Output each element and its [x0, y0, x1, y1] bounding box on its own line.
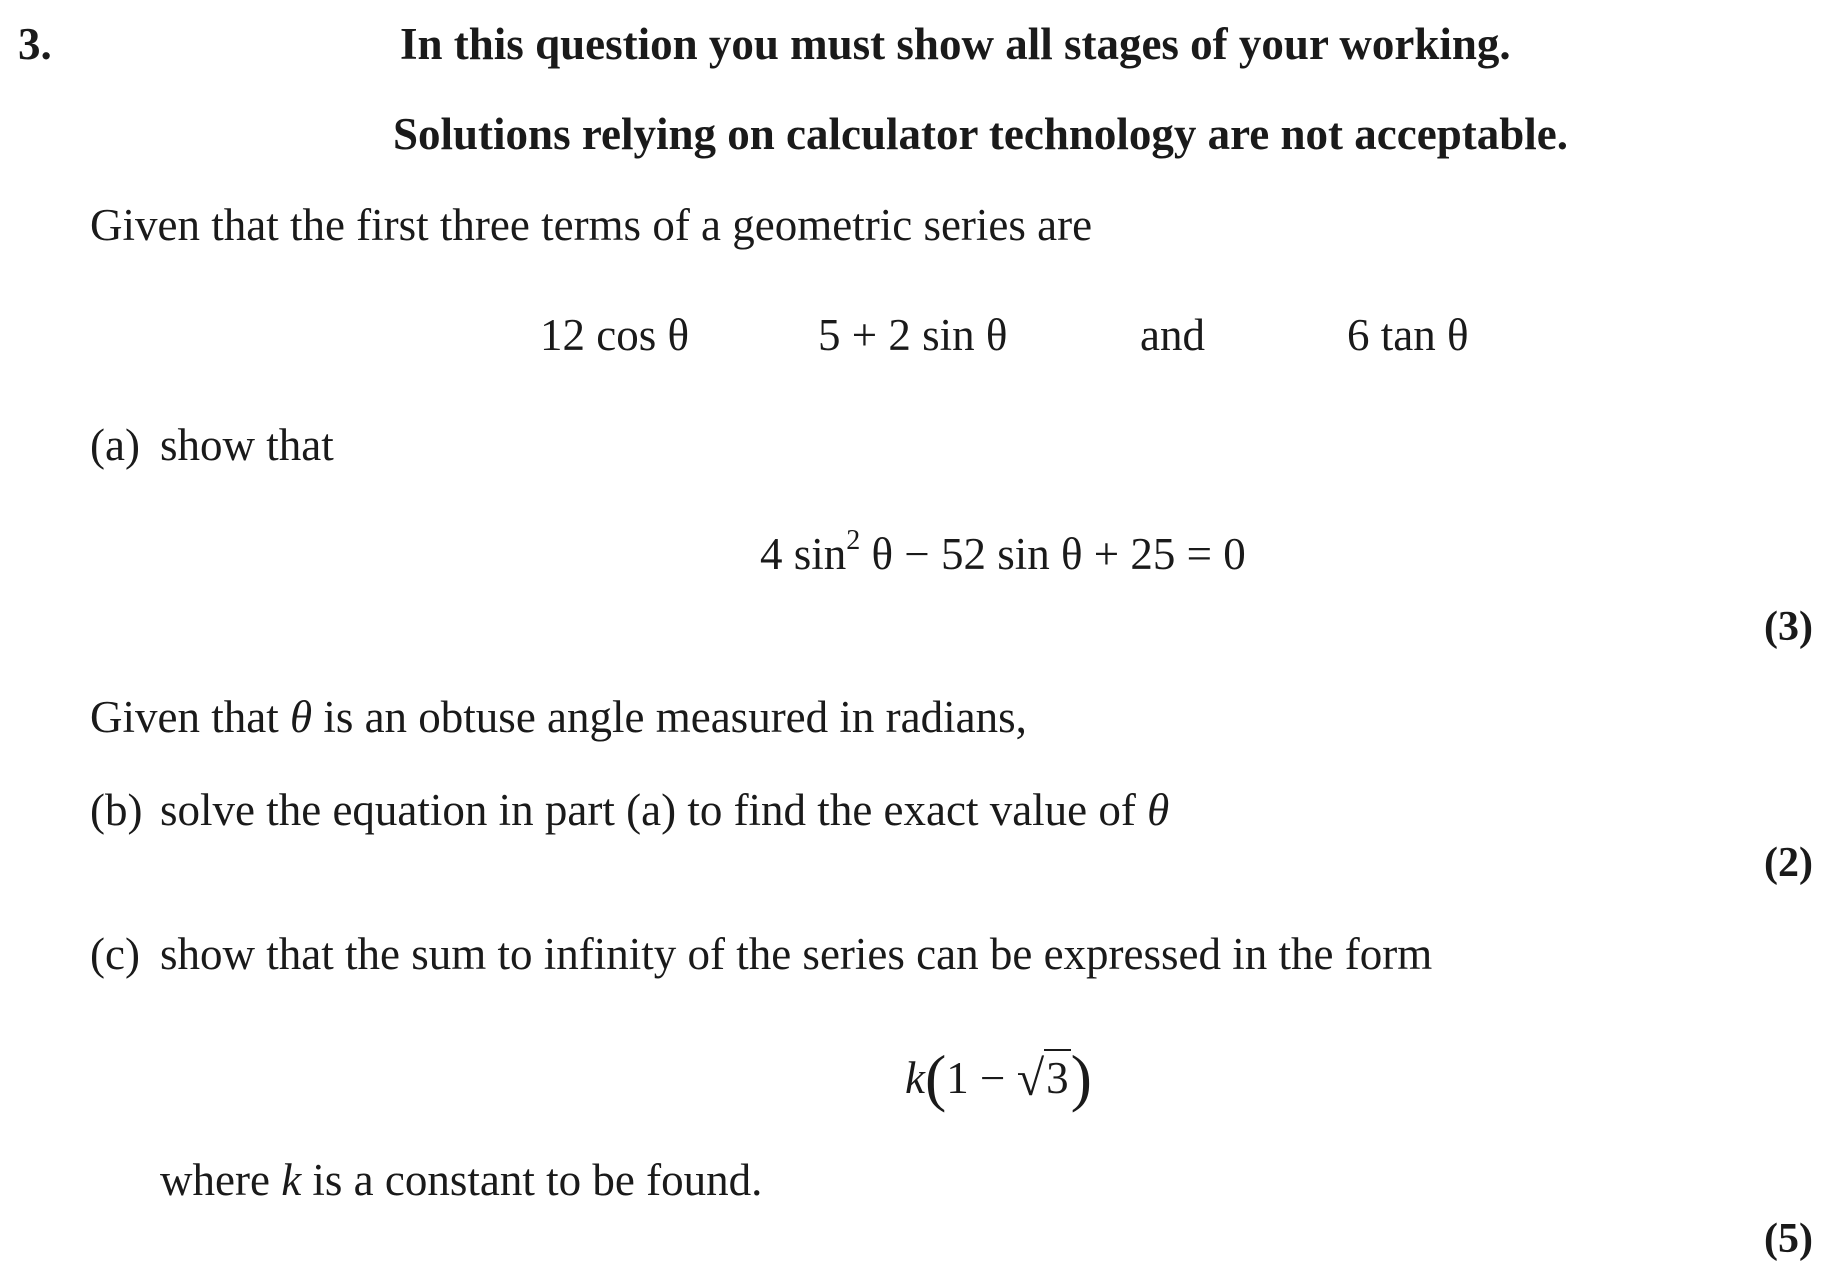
- part-b-marks: (2): [1764, 840, 1813, 886]
- where-k-text: [160, 1155, 763, 1205]
- part-c-label: (c): [90, 929, 140, 979]
- part-b-text: [160, 785, 1170, 835]
- instruction-calculator: Solutions relying on calculator technology are not acceptable.: [393, 109, 1568, 159]
- part-c-text: show that the sum to infinity of the series can be expressed in the form: [160, 929, 1433, 979]
- instruction-working: In this question you must show all stages of your working.: [400, 19, 1511, 69]
- equation-lead: 4 sin: [760, 529, 847, 579]
- term-and: and: [1140, 310, 1205, 360]
- where-post: is a constant to be found.: [312, 1155, 763, 1205]
- form-radicand: 3: [1044, 1049, 1071, 1103]
- condition-text: [90, 692, 1027, 742]
- part-a-equation: [760, 525, 1246, 579]
- part-a-text: show that: [160, 420, 334, 470]
- form-k: k: [905, 1053, 925, 1103]
- term-2: 5 + 2 sin θ: [818, 310, 1008, 360]
- part-a-label: (a): [90, 420, 140, 470]
- part-c-marks: (5): [1764, 1216, 1813, 1262]
- condition-var: θ: [289, 692, 313, 742]
- form-one-minus: 1 −: [946, 1053, 1006, 1103]
- intro-text: Given that the first three terms of a geometric series are: [90, 200, 1093, 250]
- sum-form-expression: [905, 1040, 1092, 1113]
- part-b-body: solve the equation in part (a) to find the exact value of: [160, 785, 1136, 835]
- question-number: 3.: [18, 19, 52, 69]
- equation-power: 2: [846, 525, 861, 556]
- part-b-label: (b): [90, 785, 143, 835]
- term-3: 6 tan θ: [1347, 310, 1469, 360]
- part-b-var: θ: [1147, 785, 1170, 835]
- condition-post: is an obtuse angle measured in radians,: [323, 692, 1027, 742]
- condition-pre: Given that: [90, 692, 279, 742]
- part-a-marks: (3): [1764, 604, 1813, 650]
- form-close-paren: ): [1070, 1042, 1092, 1113]
- sqrt-symbol: √: [1016, 1050, 1045, 1106]
- equation-rest: θ − 52 sin θ + 25 = 0: [871, 529, 1246, 579]
- where-var: k: [281, 1155, 302, 1205]
- form-open-paren: (: [924, 1042, 947, 1113]
- where-pre: where: [160, 1155, 270, 1205]
- term-1: 12 cos θ: [540, 310, 690, 360]
